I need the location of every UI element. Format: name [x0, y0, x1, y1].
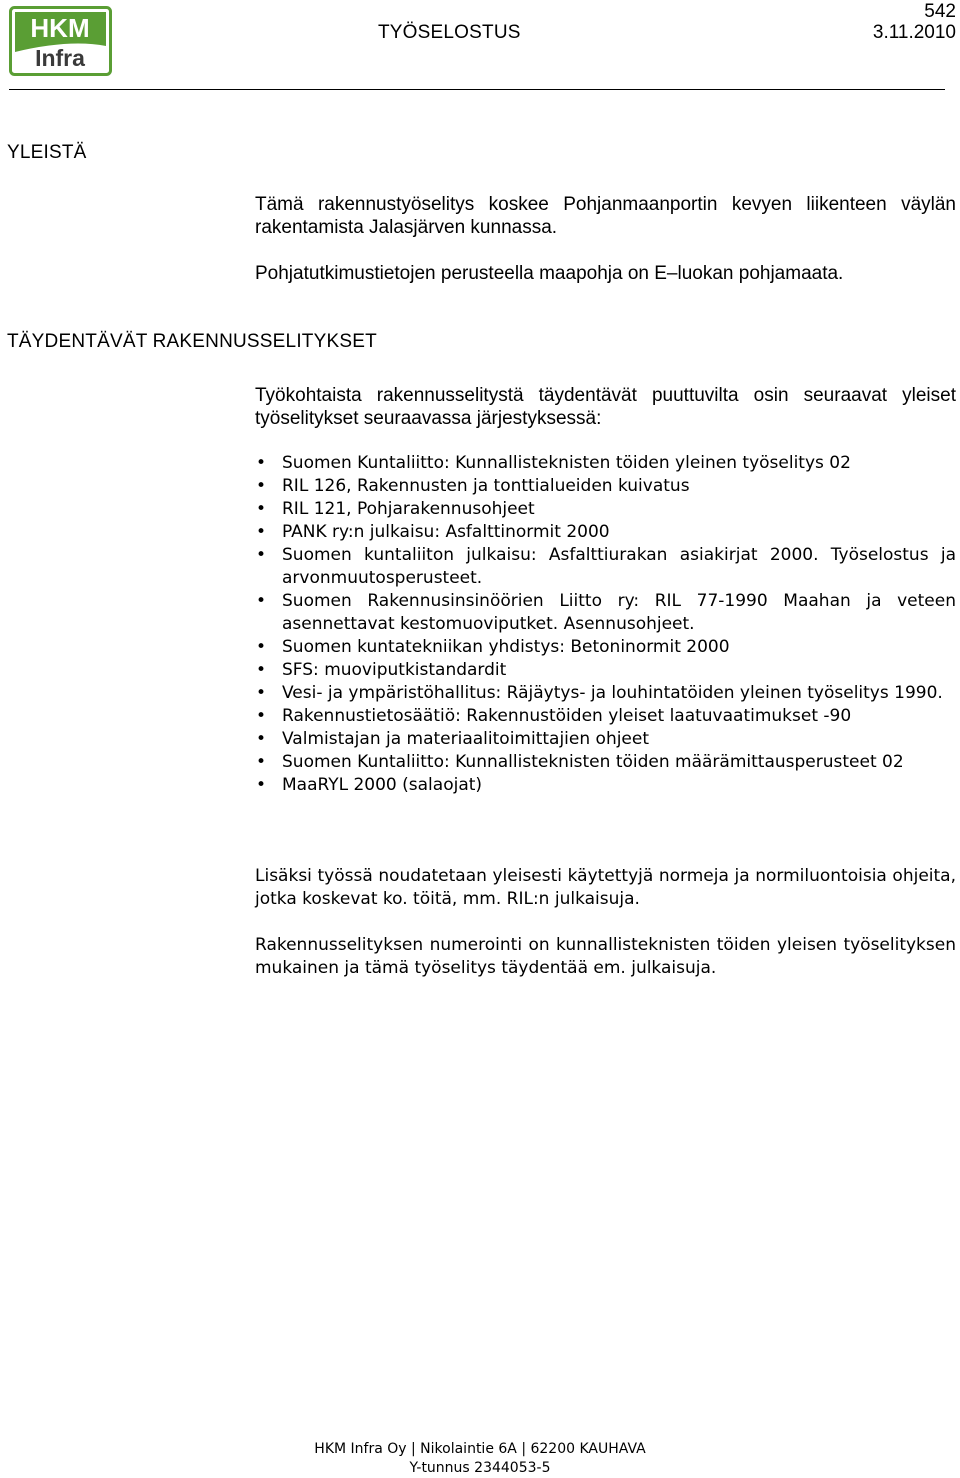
list-item: [255, 636, 956, 659]
list-item: [255, 521, 956, 544]
closing-paragraph-2: Rakennusselityksen numerointi on kunnallisteknisten töiden yleisen työselityksen mukainen ja tämä työselitys täydentää em. julkaisuja.: [255, 935, 956, 978]
bullet-icon: •: [256, 706, 267, 726]
list-item: [255, 498, 956, 521]
list-item: [255, 774, 956, 797]
bullet-icon: •: [256, 775, 267, 795]
general-paragraph-1: Tämä rakennustyöselitys koskee Pohjanmaanportin kevyen liikenteen väylän rakentamista Jalasjärven kunnassa.: [255, 194, 956, 238]
list-item: [255, 659, 956, 682]
list-item-text: RIL 126, Rakennusten ja tonttialueiden kuivatus: [282, 476, 690, 496]
list-item-text: Valmistajan ja materiaalitoimittajien ohjeet: [282, 729, 650, 749]
list-item-text: Suomen Rakennusinsinöörien Liitto ry: RIL 77-1990 Maahan ja veteen asennettavat kestomuoviputket. Asennusohjeet.: [282, 591, 956, 634]
list-item: [255, 751, 956, 774]
list-item-text: Suomen Kuntaliitto: Kunnallisteknisten töiden määrämittausperusteet 02: [282, 752, 904, 772]
footer-business-id: Y-tunnus 2344053-5: [409, 1460, 551, 1476]
bullet-icon: •: [256, 683, 267, 703]
list-item-text: SFS: muoviputkistandardit: [282, 660, 507, 680]
header-divider: [9, 89, 945, 90]
bullet-icon: •: [256, 499, 267, 519]
supplementary-intro: Työkohtaista rakennusselitystä täydentävät puuttuvilta osin seuraavat yleiset työselitykset seuraavassa järjestyksessä:: [255, 385, 956, 429]
general-paragraph-2: Pohjatutkimustietojen perusteella maapohja on E–luokan pohjamaata.: [255, 263, 844, 284]
list-item-text: Vesi- ja ympäristöhallitus: Räjäytys- ja louhintatöiden yleinen työselitys 1990.: [282, 683, 943, 703]
page-number: 542: [924, 1, 956, 22]
bullet-icon: •: [256, 660, 267, 680]
logo-text-bottom: Infra: [35, 45, 85, 71]
list-item-text: Suomen kuntatekniikan yhdistys: Betoninormit 2000: [282, 637, 730, 657]
list-item-text: RIL 121, Pohjarakennusohjeet: [282, 499, 535, 519]
bullet-icon: •: [256, 476, 267, 496]
list-item: [255, 452, 956, 475]
list-item-text: MaaRYL 2000 (salaojat): [282, 775, 483, 795]
document-date: 3.11.2010: [872, 22, 956, 43]
hkm-infra-logo-icon: [9, 6, 112, 76]
list-item: [255, 590, 956, 636]
list-item: [255, 475, 956, 498]
list-item: [255, 544, 956, 590]
company-logo: [9, 6, 112, 76]
list-item: [255, 705, 956, 728]
bullet-icon: •: [256, 729, 267, 749]
list-item-text: Suomen Kuntaliitto: Kunnallisteknisten töiden yleinen työselitys 02: [282, 453, 851, 473]
logo-text-top: HKM: [30, 13, 90, 43]
bullet-icon: •: [256, 637, 267, 657]
reference-list: [255, 452, 956, 797]
document-title: TYÖSELOSTUS: [378, 22, 521, 43]
list-item-text: Suomen kuntaliiton julkaisu: Asfalttiurakan asiakirjat 2000. Työselostus ja arvonmuutosperusteet.: [282, 545, 956, 588]
section-heading-general: YLEISTÄ: [7, 142, 87, 163]
bullet-icon: •: [256, 591, 267, 611]
section-heading-supplementary: TÄYDENTÄVÄT RAKENNUSSELITYKSET: [7, 331, 377, 352]
list-item-text: Rakennustietosäätiö: Rakennustöiden yleiset laatuvaatimukset -90: [282, 706, 852, 726]
list-item-text: PANK ry:n julkaisu: Asfalttinormit 2000: [282, 522, 610, 542]
footer-address: HKM Infra Oy | Nikolaintie 6A | 62200 KAUHAVA: [314, 1441, 646, 1457]
list-item: [255, 728, 956, 751]
bullet-icon: •: [256, 545, 267, 565]
bullet-icon: •: [256, 752, 267, 772]
bullet-icon: •: [256, 453, 267, 473]
bullet-icon: •: [256, 522, 267, 542]
list-item: [255, 682, 956, 705]
closing-paragraph-1: Lisäksi työssä noudatetaan yleisesti käytettyjä normeja ja normiluontoisia ohjeita, jotka koskevat ko. töitä, mm. RIL:n julkaisuja.: [255, 866, 956, 909]
